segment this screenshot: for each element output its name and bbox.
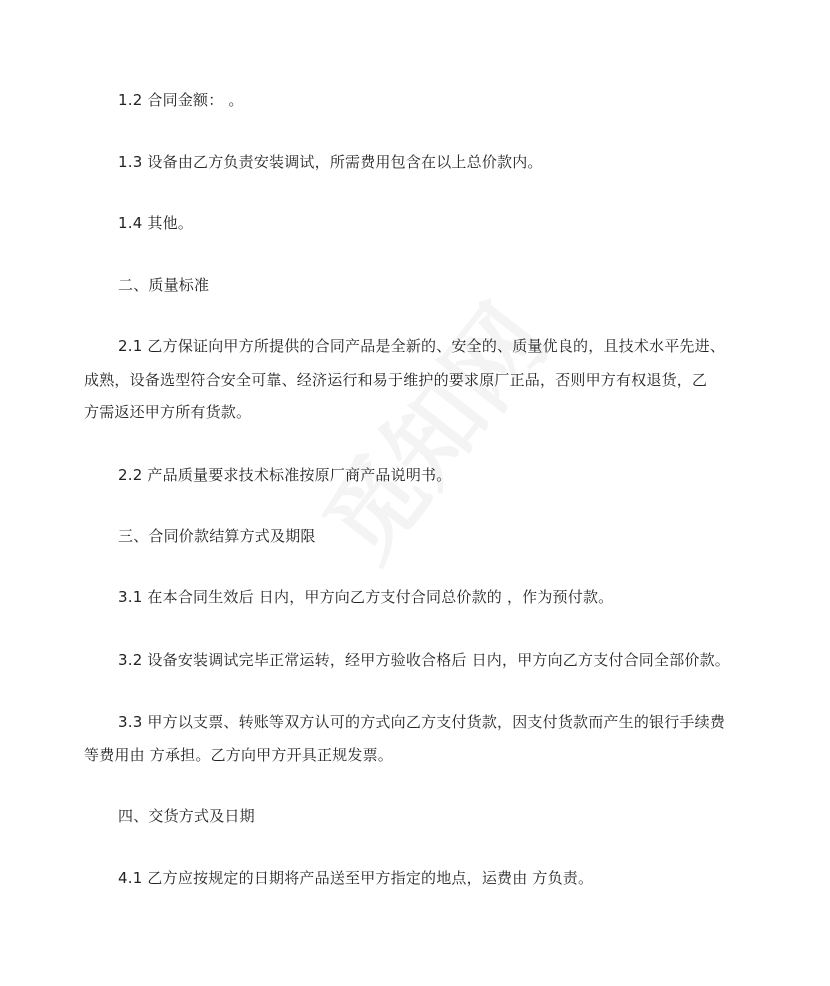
clause-2-1-line-1: 2.1 乙方保证向甲方所提供的合同产品是全新的、安全的、质量优良的，且技术水平先进、 bbox=[118, 337, 726, 355]
clause-3-1: 3.1 在本合同生效后 日内，甲方向乙方支付合同总价款的 ，作为预付款。 bbox=[118, 588, 614, 606]
clause-1-4: 1.4 其他。 bbox=[118, 214, 194, 232]
section-heading-payment: 三、合同价款结算方式及期限 bbox=[118, 527, 316, 545]
clause-1-3: 1.3 设备由乙方负责安装调试，所需费用包含在以上总价款内。 bbox=[118, 153, 543, 171]
clause-3-3-line-2: 等费用由 方承担。乙方向甲方开具正规发票。 bbox=[84, 746, 393, 764]
clause-3-2: 3.2 设备安装调试完毕正常运转，经甲方验收合格后 日内，甲方向乙方支付合同全部价款。 bbox=[118, 651, 730, 669]
section-heading-delivery: 四、交货方式及日期 bbox=[118, 807, 255, 825]
clause-4-1: 4.1 乙方应按规定的日期将产品送至甲方指定的地点，运费由 方负责。 bbox=[118, 869, 594, 887]
watermark bbox=[278, 260, 583, 597]
clause-2-1-line-3: 方需返还甲方所有货款。 bbox=[84, 403, 252, 421]
clause-2-1-line-2: 成熟，设备选型符合安全可靠、经济运行和易于维护的要求原厂正品，否则甲方有权退货，乙 bbox=[84, 371, 708, 389]
clause-2-2: 2.2 产品质量要求技术标准按原厂商产品说明书。 bbox=[118, 466, 452, 484]
section-heading-quality: 二、质量标准 bbox=[118, 276, 210, 294]
clause-3-3-line-1: 3.3 甲方以支票、转账等双方认可的方式向乙方支付货款，因支付货款而产生的银行手续费 bbox=[118, 713, 726, 731]
clause-1-2: 1.2 合同金额： 。 bbox=[118, 91, 244, 109]
